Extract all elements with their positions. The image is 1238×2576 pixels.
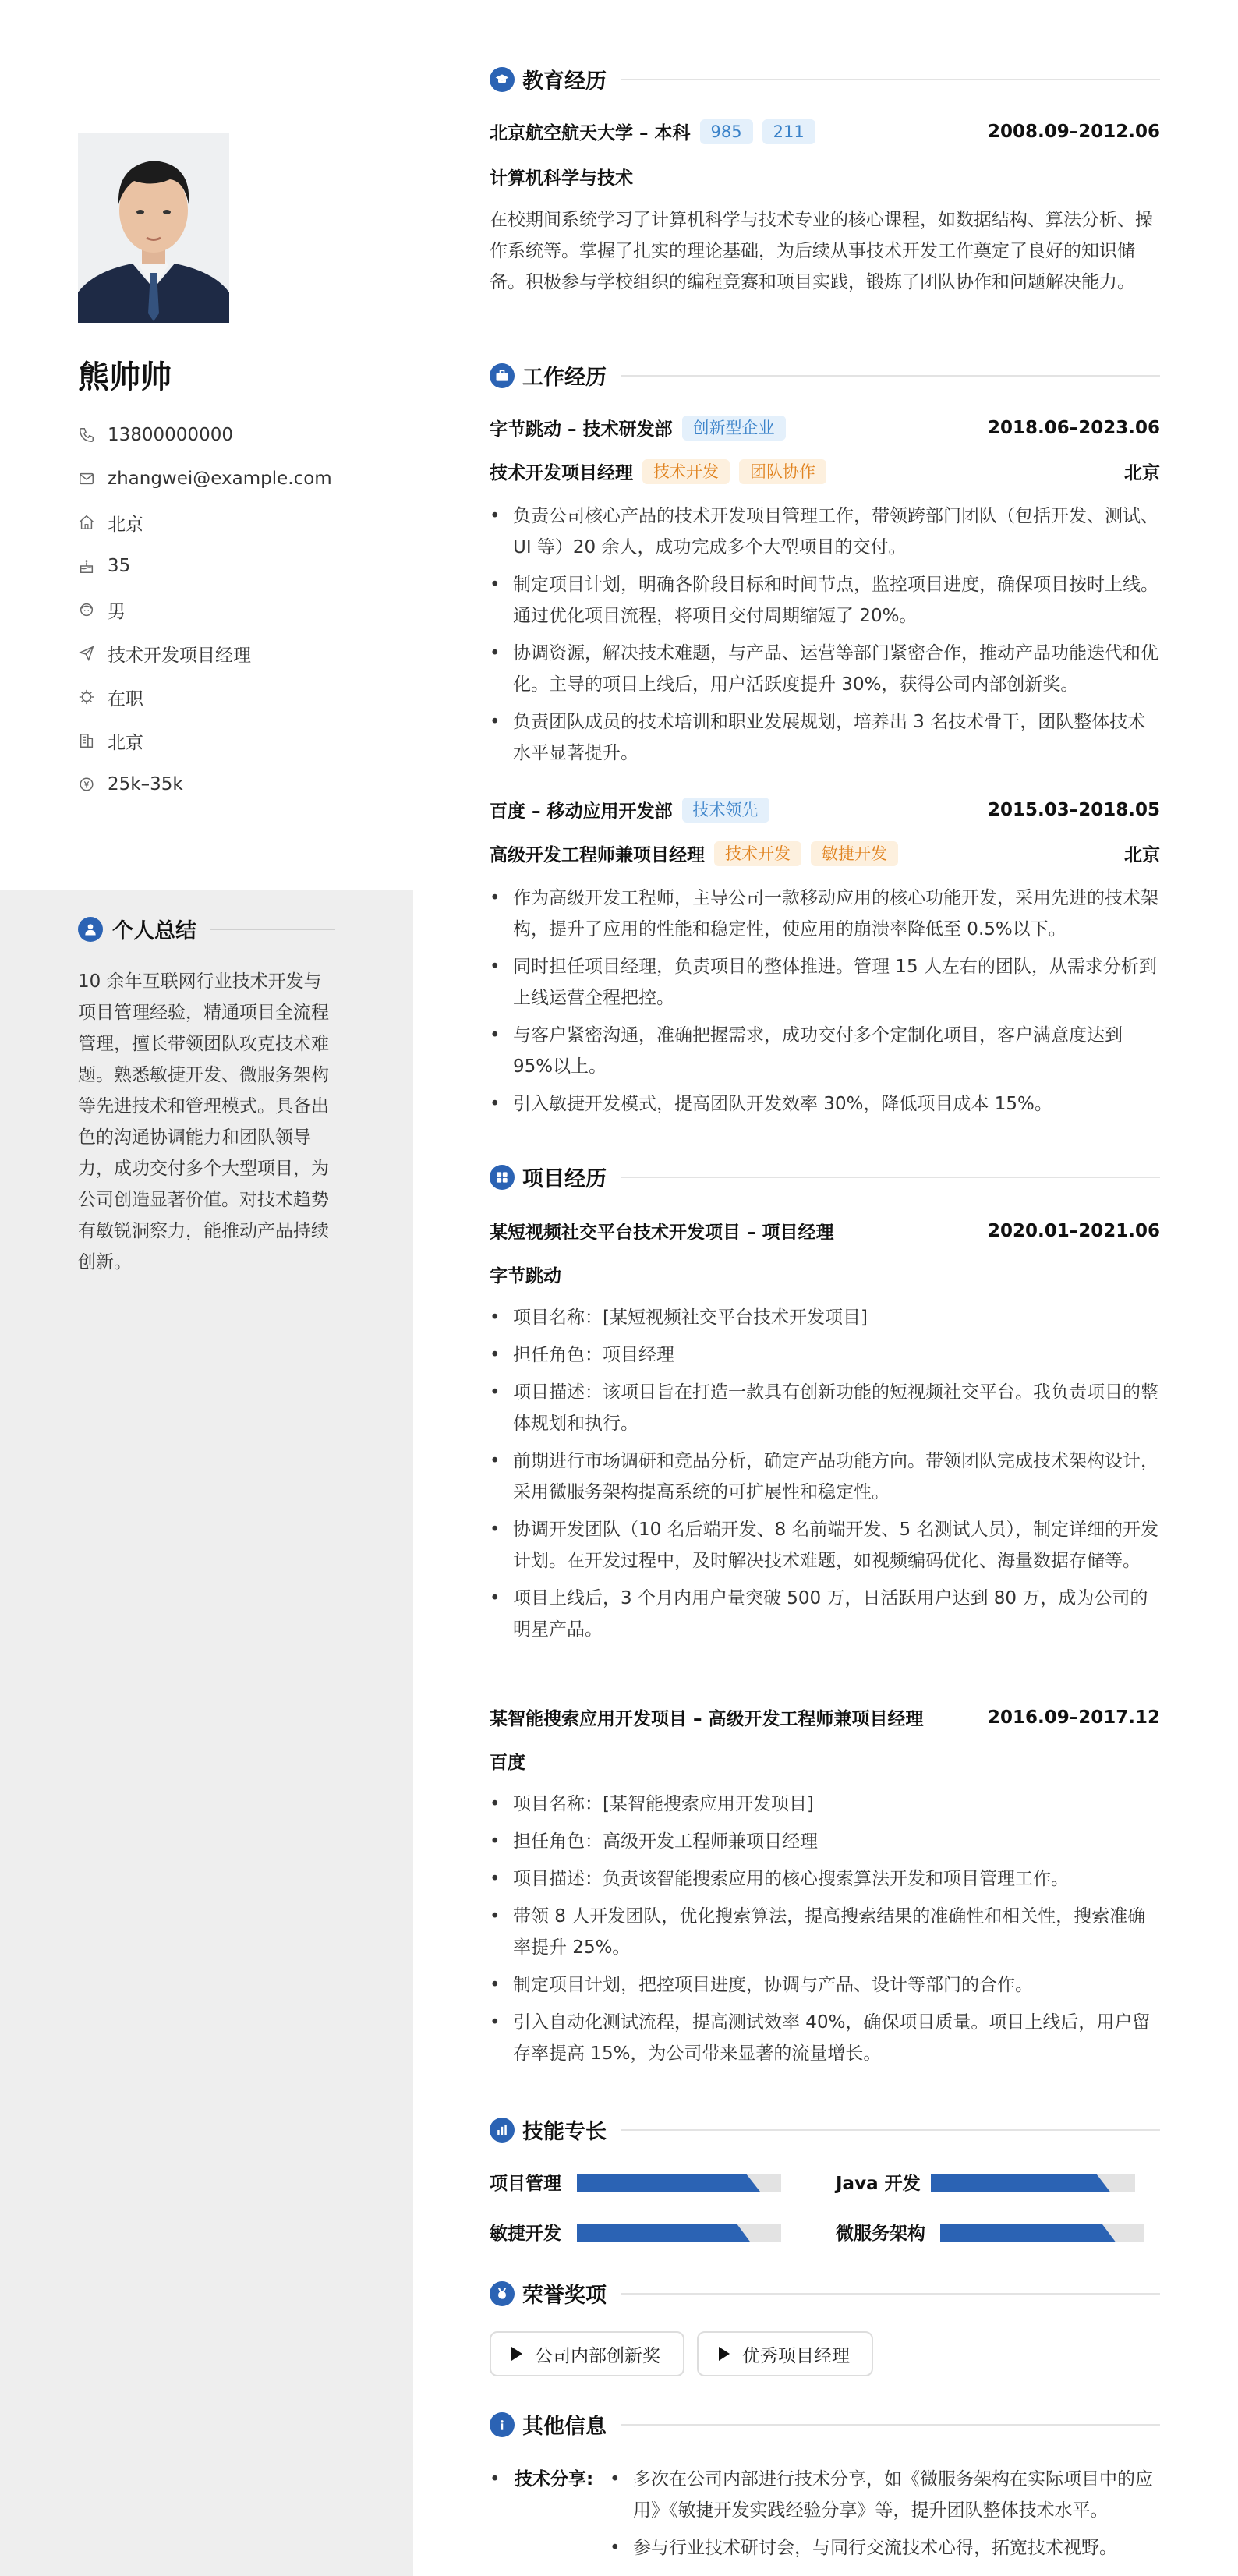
skill-bar-fill bbox=[940, 2224, 1116, 2242]
list-item: • 项目名称：[某智能搜索应用开发项目] bbox=[490, 1794, 814, 1814]
summary-title: 个人总结 bbox=[112, 919, 196, 943]
projects-heading bbox=[490, 1162, 1160, 1192]
role-tag: 技术开发 bbox=[642, 459, 730, 484]
job-company: 字节跳动 – 技术研发部 bbox=[490, 419, 673, 440]
phone-icon bbox=[78, 426, 95, 444]
skill-bar bbox=[577, 2224, 781, 2242]
profile-name: 熊帅帅 bbox=[78, 359, 172, 395]
job-header-row bbox=[490, 415, 1160, 441]
contact-info-list bbox=[78, 413, 332, 806]
skill-bar bbox=[577, 2174, 781, 2192]
company-tag: 技术领先 bbox=[682, 798, 769, 823]
skill-label: 敏捷开发 bbox=[490, 2224, 561, 2244]
section-divider bbox=[621, 79, 1160, 80]
role-tag: 团队协作 bbox=[739, 459, 826, 484]
list-item: • 参与行业技术研讨会，与同行交流技术心得，拓宽技术视野。 bbox=[610, 2538, 1117, 2558]
list-item: • 制定项目计划，把控项目进度，协调与产品、设计等部门的合作。 bbox=[490, 1975, 1033, 1995]
list-item: • 项目描述：该项目旨在打造一款具有创新功能的短视频社交平台。我负责项目的整体规划和执行。 bbox=[490, 1382, 1158, 1434]
role-tag: 敏捷开发 bbox=[811, 841, 898, 866]
skills-heading bbox=[490, 2114, 1160, 2145]
skill-label: Java 开发 bbox=[836, 2174, 921, 2194]
school-name: 北京航空航天大学 – 本科 bbox=[490, 123, 691, 143]
section-divider bbox=[621, 1177, 1160, 1178]
job-role: 技术开发项目经理 bbox=[490, 463, 633, 483]
project-company: 字节跳动 bbox=[490, 1266, 561, 1286]
other-info bbox=[490, 2464, 1160, 2564]
list-item: • 协调开发团队（10 名后端开发、8 名前端开发、5 名测试人员），制定详细的开发计划。在开发过程中，及时解决技术难题，如视频编码优化、海量数据存储等。 bbox=[490, 1520, 1158, 1571]
job-header-row bbox=[490, 797, 1160, 823]
section-divider bbox=[621, 375, 1160, 377]
skill-bar-fill bbox=[931, 2174, 1111, 2192]
other-label: 技术分享: bbox=[515, 2469, 594, 2489]
info-row-phone bbox=[78, 413, 332, 457]
job-company: 百度 – 移动应用开发部 bbox=[490, 801, 673, 822]
skill-label: 微服务架构 bbox=[836, 2224, 925, 2244]
job-role-row bbox=[490, 458, 1160, 484]
list-item: • 担任角色：项目经理 bbox=[490, 1345, 674, 1365]
info-position: 技术开发项目经理 bbox=[108, 645, 251, 666]
projects-title: 项目经历 bbox=[522, 1167, 607, 1191]
grid-icon bbox=[490, 1165, 515, 1190]
info-row-gender bbox=[78, 588, 332, 632]
list-item: • 制定项目计划，明确各阶段目标和时间节点，监控项目进度，确保项目按时上线。通过优化项目流程，将项目交付周期缩短了 20%。 bbox=[490, 575, 1158, 626]
job-bullets bbox=[490, 883, 1160, 1126]
info-row-status bbox=[78, 675, 332, 719]
project-header-row bbox=[490, 1704, 1160, 1730]
list-item: • 作为高级开发工程师，主导公司一款移动应用的核心功能开发，采用先进的技术架构，提升了应用的性能和稳定性，使应用的崩溃率降低至 0.5%以下。 bbox=[490, 888, 1158, 939]
skill-bar-fill bbox=[577, 2224, 751, 2242]
project-date: 2016.09–2017.12 bbox=[987, 1707, 1160, 1728]
medal-icon bbox=[490, 2281, 515, 2306]
education-title: 教育经历 bbox=[522, 69, 607, 94]
education-major-row bbox=[490, 164, 1160, 189]
info-icon bbox=[490, 2412, 515, 2437]
job-date: 2018.06–2023.06 bbox=[987, 417, 1160, 438]
education-description: 在校期间系统学习了计算机科学与技术专业的核心课程，如数据结构、算法分析、操作系统等。掌握了扎实的理论基础，为后续从事技术开发工作奠定了良好的知识储备。积极参与学校组织的编程竞赛和项目实践，锻炼了团队协作和问题解决能力。 bbox=[490, 210, 1153, 292]
award-label: 优秀项目经理 bbox=[742, 2345, 850, 2366]
skills-title: 技能专长 bbox=[522, 2120, 607, 2144]
gender-icon bbox=[78, 601, 95, 618]
job-role-row bbox=[490, 840, 1160, 866]
bullet: • bbox=[490, 2469, 501, 2489]
play-icon bbox=[511, 2347, 522, 2361]
list-item: • 项目名称：[某短视频社交平台技术开发项目] bbox=[490, 1307, 868, 1328]
chart-icon bbox=[490, 2118, 515, 2143]
list-item: • 负责团队成员的技术培训和职业发展规划，培养出 3 名技术骨干，团队整体技术水平显著提升。 bbox=[490, 712, 1146, 763]
info-email: zhangwei@example.com bbox=[108, 469, 332, 489]
job-date: 2015.03–2018.05 bbox=[987, 799, 1160, 820]
project-company-row bbox=[490, 1748, 1160, 1774]
salary-icon bbox=[78, 776, 95, 793]
list-item: • 带领 8 人开发团队，优化搜索算法，提高搜索结果的准确性和相关性，搜索准确率提升 25%。 bbox=[490, 1906, 1146, 1958]
project-company-row bbox=[490, 1261, 1160, 1287]
education-school-row bbox=[490, 119, 1160, 144]
job-bullets bbox=[490, 501, 1160, 775]
info-age: 35 bbox=[108, 556, 131, 576]
project-header-row bbox=[490, 1218, 1160, 1244]
education-major: 计算机科学与技术 bbox=[490, 168, 633, 189]
education-heading bbox=[490, 64, 1160, 94]
play-icon bbox=[719, 2347, 730, 2361]
profile-photo bbox=[78, 133, 229, 323]
award-item bbox=[697, 2331, 873, 2376]
other-heading bbox=[490, 2409, 1160, 2440]
company-tag: 创新型企业 bbox=[682, 416, 786, 441]
work-heading bbox=[490, 360, 1160, 391]
list-item: • 项目描述：负责该智能搜索应用的核心搜索算法开发和项目管理工作。 bbox=[490, 1869, 1069, 1889]
briefcase-icon bbox=[490, 363, 515, 388]
project-name: 某智能搜索应用开发项目 – 高级开发工程师兼项目经理 bbox=[490, 1709, 924, 1729]
summary-text: 10 余年互联网行业技术开发与项目管理经验，精通项目全流程管理，擅长带领团队攻克技术难题。熟悉敏捷开发、微服务架构等先进技术和管理模式。具备出色的沟通协调能力和团队领导力，成功交付多个大型项目，为公司创造显著价值。对技术趋势有敏锐洞察力，能推动产品持续创新。 bbox=[78, 971, 329, 1272]
mail-icon bbox=[78, 470, 95, 487]
list-item: • 与客户紧密沟通，准确把握需求，成功交付多个定制化项目，客户满意度达到 95%以上。 bbox=[490, 1025, 1123, 1077]
section-divider bbox=[621, 2129, 1160, 2131]
info-status: 在职 bbox=[108, 688, 143, 709]
info-row-salary bbox=[78, 763, 332, 806]
other-title: 其他信息 bbox=[522, 2415, 607, 2439]
job-role: 高级开发工程师兼项目经理 bbox=[490, 845, 705, 865]
cake-icon bbox=[78, 557, 95, 575]
project-name: 某短视频社交平台技术开发项目 – 项目经理 bbox=[490, 1223, 834, 1243]
skill-bar-fill bbox=[577, 2174, 761, 2192]
project-bullets bbox=[490, 1789, 1160, 2075]
school-tag-985: 985 bbox=[700, 119, 753, 144]
info-salary: 25k–35k bbox=[108, 774, 183, 794]
building-icon bbox=[78, 732, 95, 749]
section-divider bbox=[210, 929, 335, 930]
work-title: 工作经历 bbox=[522, 366, 607, 390]
send-icon bbox=[78, 645, 95, 662]
list-item: • 担任角色：高级开发工程师兼项目经理 bbox=[490, 1831, 818, 1852]
info-row-work-city bbox=[78, 719, 332, 763]
info-row-age bbox=[78, 544, 332, 588]
info-row-position bbox=[78, 632, 332, 675]
info-home-city: 北京 bbox=[108, 514, 143, 535]
list-item: • 项目上线后，3 个月内用户量突破 500 万，日活跃用户达到 80 万，成为公司的明星产品。 bbox=[490, 1588, 1148, 1640]
skill-bar bbox=[940, 2224, 1144, 2242]
list-item: • 引入自动化测试流程，提高测试效率 40%，确保项目质量。项目上线后，用户留存率提高 15%，为公司带来显著的流量增长。 bbox=[490, 2012, 1151, 2064]
award-item bbox=[490, 2331, 684, 2376]
info-row-home bbox=[78, 501, 332, 544]
list-item: • 负责公司核心产品的技术开发项目管理工作，带领跨部门团队（包括开发、测试、UI 等）20 余人，成功完成多个大型项目的交付。 bbox=[490, 506, 1158, 557]
list-item: • 引入敏捷开发模式，提高团队开发效率 30%，降低项目成本 15%。 bbox=[490, 1094, 1052, 1114]
awards-heading bbox=[490, 2278, 1160, 2309]
list-item: • 前期进行市场调研和竞品分析，确定产品功能方向。带领团队完成技术架构设计，采用微服务架构提高系统的可扩展性和稳定性。 bbox=[490, 1451, 1158, 1502]
project-bullets bbox=[490, 1302, 1160, 1651]
list-item: • 同时担任项目经理，负责项目的整体推进。管理 15 人左右的团队，从需求分析到上线运营全程把控。 bbox=[490, 957, 1157, 1008]
user-icon bbox=[78, 917, 103, 942]
skill-bar bbox=[931, 2174, 1135, 2192]
summary-section bbox=[78, 914, 335, 1278]
awards-title: 荣誉奖项 bbox=[522, 2284, 607, 2308]
award-label: 公司内部创新奖 bbox=[535, 2345, 660, 2366]
info-phone: 13800000000 bbox=[108, 425, 233, 445]
school-tag-211: 211 bbox=[762, 119, 815, 144]
job-city: 北京 bbox=[1124, 845, 1160, 865]
info-row-email bbox=[78, 457, 332, 501]
home-icon bbox=[78, 514, 95, 531]
section-divider bbox=[621, 2293, 1160, 2295]
status-icon bbox=[78, 688, 95, 706]
graduation-cap-icon bbox=[490, 67, 515, 92]
job-city: 北京 bbox=[1124, 463, 1160, 483]
info-gender: 男 bbox=[108, 601, 126, 622]
info-work-city: 北京 bbox=[108, 732, 143, 753]
project-company: 百度 bbox=[490, 1753, 525, 1773]
list-item: • 多次在公司内部进行技术分享，如《微服务架构在实际项目中的应用》《敏捷开发实践经验分享》等，提升团队整体技术水平。 bbox=[610, 2469, 1153, 2521]
education-date: 2008.09–2012.06 bbox=[987, 121, 1160, 142]
section-divider bbox=[621, 2424, 1160, 2426]
project-date: 2020.01–2021.06 bbox=[987, 1220, 1160, 1241]
role-tag: 技术开发 bbox=[714, 841, 801, 866]
skill-label: 项目管理 bbox=[490, 2174, 561, 2194]
list-item: • 协调资源，解决技术难题，与产品、运营等部门紧密合作，推动产品功能迭代和优化。主导的项目上线后，用户活跃度提升 30%，获得公司内部创新奖。 bbox=[490, 643, 1158, 695]
